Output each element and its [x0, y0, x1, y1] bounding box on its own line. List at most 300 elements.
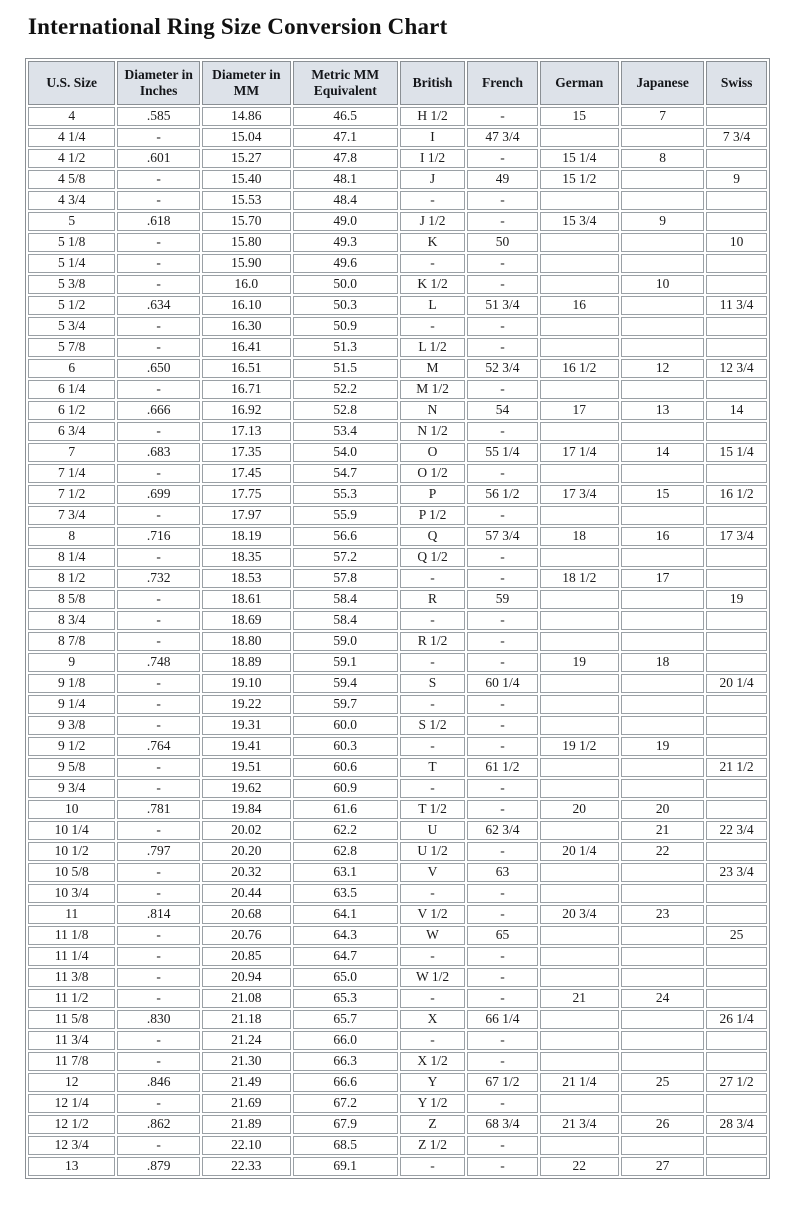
table-cell: T 1/2: [400, 800, 466, 819]
table-cell: U 1/2: [400, 842, 466, 861]
table-cell: P: [400, 485, 466, 504]
table-cell: 23: [621, 905, 704, 924]
table-cell: .585: [117, 107, 199, 126]
table-cell: 20.76: [202, 926, 291, 945]
table-cell: -: [400, 779, 466, 798]
table-cell: 16.92: [202, 401, 291, 420]
table-cell: [621, 1094, 704, 1113]
table-cell: [540, 380, 620, 399]
table-cell: L: [400, 296, 466, 315]
table-cell: O: [400, 443, 466, 462]
table-cell: 67 1/2: [467, 1073, 537, 1092]
table-cell: -: [117, 191, 199, 210]
table-cell: -: [467, 380, 537, 399]
table-cell: -: [467, 275, 537, 294]
table-cell: 16: [621, 527, 704, 546]
table-cell: [706, 611, 767, 630]
table-cell: -: [117, 380, 199, 399]
table-row: [28, 1115, 767, 1134]
table-cell: J: [400, 170, 466, 189]
table-cell: 7 3/4: [28, 506, 115, 525]
table-cell: -: [467, 1031, 537, 1050]
table-cell: [621, 632, 704, 651]
table-cell: 65.3: [293, 989, 398, 1008]
table-cell: -: [117, 989, 199, 1008]
table-cell: 20.44: [202, 884, 291, 903]
table-cell: .781: [117, 800, 199, 819]
table-row: [28, 296, 767, 315]
table-cell: [706, 1136, 767, 1155]
table-cell: -: [117, 170, 199, 189]
table-cell: [706, 254, 767, 273]
table-cell: 18.89: [202, 653, 291, 672]
table-cell: 51.3: [293, 338, 398, 357]
table-cell: [540, 506, 620, 525]
table-row: [28, 863, 767, 882]
table-row: [28, 380, 767, 399]
table-cell: 49.0: [293, 212, 398, 231]
table-cell: 9 1/2: [28, 737, 115, 756]
table-cell: [621, 548, 704, 567]
table-cell: -: [117, 758, 199, 777]
table-cell: -: [467, 548, 537, 567]
table-cell: [540, 254, 620, 273]
table-cell: 15.70: [202, 212, 291, 231]
column-header-french: French: [467, 61, 537, 105]
table-cell: 4 5/8: [28, 170, 115, 189]
table-cell: 14: [706, 401, 767, 420]
table-cell: -: [400, 884, 466, 903]
table-cell: -: [117, 422, 199, 441]
table-cell: 11 1/4: [28, 947, 115, 966]
table-cell: 52 3/4: [467, 359, 537, 378]
table-cell: 64.1: [293, 905, 398, 924]
table-cell: -: [467, 695, 537, 714]
table-row: [28, 821, 767, 840]
table-cell: [540, 968, 620, 987]
table-cell: [706, 716, 767, 735]
column-header-swiss: Swiss: [706, 61, 767, 105]
table-cell: -: [467, 107, 537, 126]
table-cell: 55.9: [293, 506, 398, 525]
table-cell: 8: [28, 527, 115, 546]
table-row: [28, 842, 767, 861]
table-cell: 16.51: [202, 359, 291, 378]
table-cell: 8 7/8: [28, 632, 115, 651]
table-cell: 69.1: [293, 1157, 398, 1176]
table-cell: 49.3: [293, 233, 398, 252]
table-cell: [540, 926, 620, 945]
table-cell: [621, 464, 704, 483]
table-row: [28, 170, 767, 189]
table-cell: Q 1/2: [400, 548, 466, 567]
table-cell: 8 1/2: [28, 569, 115, 588]
table-cell: Z: [400, 1115, 466, 1134]
table-cell: 57.8: [293, 569, 398, 588]
table-cell: 15 1/4: [706, 443, 767, 462]
table-cell: -: [400, 317, 466, 336]
table-cell: 7 1/2: [28, 485, 115, 504]
table-cell: .650: [117, 359, 199, 378]
table-cell: 54: [467, 401, 537, 420]
table-cell: 12 1/4: [28, 1094, 115, 1113]
table-cell: -: [467, 1157, 537, 1176]
table-cell: 20.85: [202, 947, 291, 966]
table-cell: 64.7: [293, 947, 398, 966]
table-cell: Y 1/2: [400, 1094, 466, 1113]
table-cell: 66.3: [293, 1052, 398, 1071]
table-row: [28, 275, 767, 294]
table-cell: 26: [621, 1115, 704, 1134]
table-cell: [706, 191, 767, 210]
table-row: [28, 905, 767, 924]
table-cell: -: [467, 338, 537, 357]
table-cell: 49.6: [293, 254, 398, 273]
table-cell: 19: [621, 737, 704, 756]
table-cell: [621, 128, 704, 147]
table-row: [28, 884, 767, 903]
table-row: [28, 674, 767, 693]
table-cell: 18: [540, 527, 620, 546]
table-row: [28, 1031, 767, 1050]
table-cell: [621, 1010, 704, 1029]
table-cell: 49: [467, 170, 537, 189]
table-cell: 23 3/4: [706, 863, 767, 882]
table-cell: .699: [117, 485, 199, 504]
table-cell: 63.1: [293, 863, 398, 882]
table-cell: 17.97: [202, 506, 291, 525]
table-cell: N 1/2: [400, 422, 466, 441]
table-cell: J 1/2: [400, 212, 466, 231]
table-row: [28, 758, 767, 777]
table-cell: -: [117, 233, 199, 252]
table-cell: [621, 926, 704, 945]
table-cell: -: [117, 821, 199, 840]
table-cell: 62 3/4: [467, 821, 537, 840]
table-cell: 16 1/2: [540, 359, 620, 378]
table-cell: [706, 1157, 767, 1176]
table-cell: .846: [117, 1073, 199, 1092]
header-row: [28, 61, 767, 105]
table-cell: 15 1/2: [540, 170, 620, 189]
table-cell: [540, 758, 620, 777]
table-row: [28, 989, 767, 1008]
table-cell: -: [117, 317, 199, 336]
table-cell: 22.10: [202, 1136, 291, 1155]
table-cell: 16.41: [202, 338, 291, 357]
table-cell: -: [117, 1031, 199, 1050]
table-cell: [540, 233, 620, 252]
table-cell: -: [400, 947, 466, 966]
table-cell: 19.10: [202, 674, 291, 693]
table-cell: 9 1/4: [28, 695, 115, 714]
table-cell: 50.0: [293, 275, 398, 294]
table-cell: [540, 884, 620, 903]
table-cell: 27 1/2: [706, 1073, 767, 1092]
table-row: [28, 1094, 767, 1113]
table-cell: [621, 884, 704, 903]
table-cell: R: [400, 590, 466, 609]
table-cell: 21.08: [202, 989, 291, 1008]
table-cell: 15: [540, 107, 620, 126]
table-row: [28, 317, 767, 336]
table-cell: [706, 653, 767, 672]
table-cell: 17: [621, 569, 704, 588]
table-cell: 51.5: [293, 359, 398, 378]
table-cell: [621, 695, 704, 714]
table-cell: [706, 842, 767, 861]
table-cell: 15: [621, 485, 704, 504]
table-cell: 24: [621, 989, 704, 1008]
table-cell: W: [400, 926, 466, 945]
table-cell: 13: [28, 1157, 115, 1176]
table-cell: [540, 1031, 620, 1050]
table-cell: -: [117, 884, 199, 903]
table-row: [28, 947, 767, 966]
table-row: [28, 926, 767, 945]
table-cell: P 1/2: [400, 506, 466, 525]
table-cell: [540, 1010, 620, 1029]
table-cell: [706, 464, 767, 483]
table-cell: -: [400, 989, 466, 1008]
table-cell: [540, 821, 620, 840]
table-cell: 59.1: [293, 653, 398, 672]
table-cell: -: [400, 191, 466, 210]
table-cell: 11: [28, 905, 115, 924]
table-cell: 20.02: [202, 821, 291, 840]
table-cell: [540, 863, 620, 882]
table-cell: 10 5/8: [28, 863, 115, 882]
table-cell: [540, 695, 620, 714]
table-cell: 48.4: [293, 191, 398, 210]
table-cell: [706, 632, 767, 651]
table-cell: -: [400, 1031, 466, 1050]
table-row: [28, 485, 767, 504]
table-cell: 60.0: [293, 716, 398, 735]
table-cell: -: [467, 653, 537, 672]
table-cell: 11 3/4: [28, 1031, 115, 1050]
table-row: [28, 401, 767, 420]
table-cell: 12 3/4: [706, 359, 767, 378]
table-cell: -: [117, 254, 199, 273]
table-cell: W 1/2: [400, 968, 466, 987]
table-cell: -: [117, 611, 199, 630]
table-cell: 7 1/4: [28, 464, 115, 483]
table-cell: 11 3/8: [28, 968, 115, 987]
table-cell: 65: [467, 926, 537, 945]
table-cell: 10 1/2: [28, 842, 115, 861]
table-cell: 51 3/4: [467, 296, 537, 315]
table-cell: 56 1/2: [467, 485, 537, 504]
table-cell: 59.7: [293, 695, 398, 714]
table-cell: 22.33: [202, 1157, 291, 1176]
table-cell: 47.1: [293, 128, 398, 147]
table-cell: [621, 233, 704, 252]
table-cell: [621, 863, 704, 882]
table-cell: 19.62: [202, 779, 291, 798]
table-cell: [540, 338, 620, 357]
table-cell: -: [467, 191, 537, 210]
table-cell: 21.30: [202, 1052, 291, 1071]
table-cell: 14: [621, 443, 704, 462]
table-cell: 26 1/4: [706, 1010, 767, 1029]
table-row: [28, 548, 767, 567]
table-cell: 57 3/4: [467, 527, 537, 546]
table-cell: .618: [117, 212, 199, 231]
column-header-metric-mm-equivalent: Metric MM Equivalent: [293, 61, 398, 105]
table-cell: 21 3/4: [540, 1115, 620, 1134]
table-cell: 5: [28, 212, 115, 231]
table-cell: [621, 947, 704, 966]
table-cell: -: [467, 1052, 537, 1071]
ring-size-conversion-table: [25, 58, 770, 1179]
table-cell: 27: [621, 1157, 704, 1176]
table-cell: 54.7: [293, 464, 398, 483]
table-cell: Z 1/2: [400, 1136, 466, 1155]
table-cell: .830: [117, 1010, 199, 1029]
table-row: [28, 128, 767, 147]
table-cell: 19.84: [202, 800, 291, 819]
table-cell: -: [467, 254, 537, 273]
table-cell: 18: [621, 653, 704, 672]
table-cell: .716: [117, 527, 199, 546]
table-cell: 20 3/4: [540, 905, 620, 924]
table-cell: [621, 191, 704, 210]
table-cell: .797: [117, 842, 199, 861]
table-cell: 20: [540, 800, 620, 819]
table-cell: X: [400, 1010, 466, 1029]
table-cell: -: [400, 254, 466, 273]
table-cell: [621, 254, 704, 273]
table-cell: [706, 737, 767, 756]
table-cell: 18.61: [202, 590, 291, 609]
column-header-diameter-in-mm: Diameter in MM: [202, 61, 291, 105]
table-cell: R 1/2: [400, 632, 466, 651]
table-cell: 20.68: [202, 905, 291, 924]
table-cell: 7 3/4: [706, 128, 767, 147]
table-cell: .666: [117, 401, 199, 420]
table-cell: .601: [117, 149, 199, 168]
table-cell: [540, 1136, 620, 1155]
table-cell: 9: [621, 212, 704, 231]
table-cell: 11 5/8: [28, 1010, 115, 1029]
table-cell: 18.53: [202, 569, 291, 588]
table-cell: 20.94: [202, 968, 291, 987]
table-cell: 17 3/4: [540, 485, 620, 504]
table-cell: -: [467, 884, 537, 903]
table-cell: 17.35: [202, 443, 291, 462]
table-row: [28, 968, 767, 987]
table-cell: I 1/2: [400, 149, 466, 168]
table-cell: 10 1/4: [28, 821, 115, 840]
table-cell: -: [117, 506, 199, 525]
table-cell: -: [400, 737, 466, 756]
table-cell: 8 5/8: [28, 590, 115, 609]
table-cell: [540, 947, 620, 966]
page-title: International Ring Size Conversion Chart: [28, 14, 448, 39]
table-cell: H 1/2: [400, 107, 466, 126]
table-cell: 17.75: [202, 485, 291, 504]
table-cell: 65.7: [293, 1010, 398, 1029]
table-cell: [621, 758, 704, 777]
table-cell: 53.4: [293, 422, 398, 441]
table-cell: [706, 884, 767, 903]
table-cell: .862: [117, 1115, 199, 1134]
table-cell: -: [117, 1136, 199, 1155]
table-cell: [621, 317, 704, 336]
table-cell: 8 1/4: [28, 548, 115, 567]
table-cell: 6: [28, 359, 115, 378]
table-cell: -: [117, 1094, 199, 1113]
table-cell: 50.3: [293, 296, 398, 315]
table-cell: 16.30: [202, 317, 291, 336]
table-cell: 5 3/4: [28, 317, 115, 336]
table-row: [28, 506, 767, 525]
table-cell: 60.3: [293, 737, 398, 756]
table-cell: I: [400, 128, 466, 147]
table-cell: 19.31: [202, 716, 291, 735]
table-cell: 7: [28, 443, 115, 462]
table-cell: [706, 275, 767, 294]
table-cell: [706, 695, 767, 714]
table-cell: 8 3/4: [28, 611, 115, 630]
table-cell: [706, 338, 767, 357]
table-cell: 11 3/4: [706, 296, 767, 315]
table-row: [28, 632, 767, 651]
table-cell: 50: [467, 233, 537, 252]
table-cell: 59: [467, 590, 537, 609]
table-cell: 65.0: [293, 968, 398, 987]
table-cell: -: [117, 926, 199, 945]
table-cell: 55.3: [293, 485, 398, 504]
table-cell: [540, 716, 620, 735]
table-cell: -: [467, 149, 537, 168]
table-cell: 64.3: [293, 926, 398, 945]
table-cell: -: [467, 317, 537, 336]
column-header-german: German: [540, 61, 620, 105]
table-cell: 5 3/8: [28, 275, 115, 294]
table-row: [28, 464, 767, 483]
table-cell: 47 3/4: [467, 128, 537, 147]
table-cell: -: [467, 632, 537, 651]
table-cell: 9 5/8: [28, 758, 115, 777]
table-cell: -: [467, 842, 537, 861]
table-cell: 14.86: [202, 107, 291, 126]
table-cell: 59.4: [293, 674, 398, 693]
table-cell: 21 1/2: [706, 758, 767, 777]
table-cell: [706, 800, 767, 819]
table-cell: .748: [117, 653, 199, 672]
table-cell: 5 1/8: [28, 233, 115, 252]
table-cell: 60.9: [293, 779, 398, 798]
table-cell: 16.10: [202, 296, 291, 315]
table-row: [28, 191, 767, 210]
table-row: [28, 1136, 767, 1155]
table-cell: [621, 611, 704, 630]
table-cell: 21: [540, 989, 620, 1008]
table-cell: 54.0: [293, 443, 398, 462]
table-cell: 21 1/4: [540, 1073, 620, 1092]
table-cell: -: [400, 1157, 466, 1176]
table-cell: [540, 779, 620, 798]
table-cell: 19.22: [202, 695, 291, 714]
table-cell: 18 1/2: [540, 569, 620, 588]
table-cell: [706, 149, 767, 168]
table-cell: [706, 947, 767, 966]
table-cell: N: [400, 401, 466, 420]
table-cell: 16.71: [202, 380, 291, 399]
table-cell: 15 3/4: [540, 212, 620, 231]
